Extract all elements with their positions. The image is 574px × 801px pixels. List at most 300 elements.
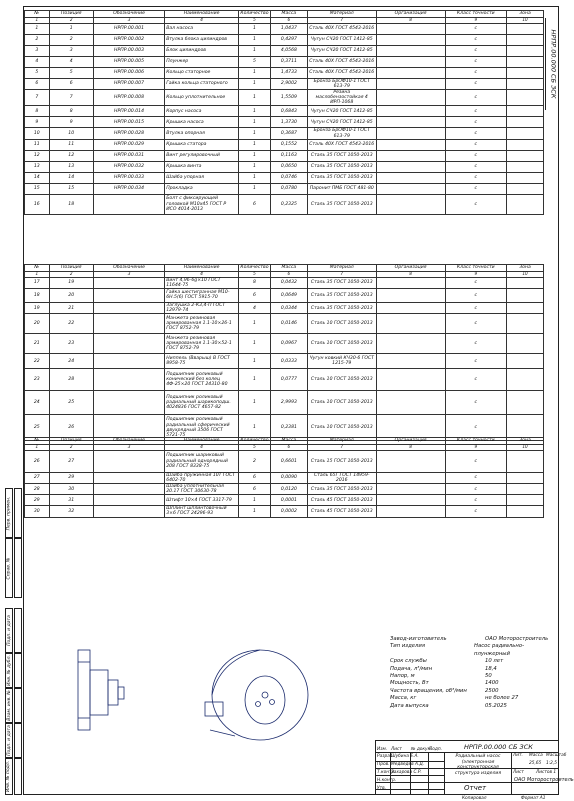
- cell-name: Болт с фиксирующей головкой М10х45 ГОСТ Р ИСО 4014-2013: [165, 194, 239, 214]
- cell-mat: Чугун СЧ20 ГОСТ 1412-85: [307, 106, 376, 117]
- cell-mass: 0,0967: [270, 334, 307, 354]
- table-row: [25, 117, 544, 128]
- header-row: [25, 265, 544, 272]
- column-number: 1: [25, 18, 50, 24]
- info-value: 18,4: [485, 665, 497, 672]
- cell-org: [376, 302, 445, 313]
- table-row: [25, 391, 544, 415]
- cell-cls: с: [445, 161, 506, 172]
- cell-cls: с: [445, 78, 506, 89]
- casing-arc: [212, 650, 260, 695]
- cell-des: [93, 302, 164, 313]
- info-value: 50: [485, 673, 492, 680]
- info-key: Масса, кг: [390, 695, 417, 702]
- cell-name: Корпус насоса: [165, 106, 239, 117]
- cell-mass: 2,9002: [270, 78, 307, 89]
- cell-n: 2: [25, 34, 50, 45]
- title-role: № докум.: [411, 747, 433, 752]
- cell-mass: 1,0437: [270, 23, 307, 34]
- cell-mass: 0,0001: [270, 495, 307, 506]
- info-key: Тип изделия: [390, 643, 426, 650]
- cell-zone: [507, 472, 544, 483]
- cell-org: [376, 495, 445, 506]
- column-number: 8: [376, 445, 445, 451]
- cell-mass: 1,4733: [270, 67, 307, 78]
- cell-name: Блок цилиндров: [165, 45, 239, 56]
- column-header: №: [25, 438, 50, 445]
- cell-pos: 21: [49, 302, 93, 313]
- cell-org: [376, 354, 445, 369]
- cell-zone: [507, 139, 544, 150]
- cell-pos: 24: [49, 354, 93, 369]
- cell-n: 21: [25, 334, 50, 354]
- cell-mat: Сталь 45 ГОСТ 1050-2013: [307, 495, 376, 506]
- cell-des: [93, 391, 164, 415]
- cell-mat: Чугун СЧ20 ГОСТ 1412-85: [307, 45, 376, 56]
- spec-table: [24, 264, 544, 441]
- cell-cls: с: [445, 56, 506, 67]
- left-strip-cell: [5, 488, 13, 538]
- cell-pos: 22: [49, 314, 93, 334]
- cell-mass: 4,0568: [270, 45, 307, 56]
- cell-mat: Сталь 35 ГОСТ 1050-2013: [307, 483, 376, 494]
- cell-cls: с: [445, 128, 506, 139]
- cell-pos: 31: [49, 495, 93, 506]
- cell-name: Манжета резиновая армированная 1.1-30×52-1 ГОСТ 8752-79: [165, 334, 239, 354]
- cell-mat: Сталь 65Г ГОСТ 14959-2016: [307, 472, 376, 483]
- title-code: НРПР.00.000 СБ ЗСК: [464, 743, 533, 751]
- cell-zone: [507, 183, 544, 194]
- title-role: Изм.: [377, 747, 388, 752]
- cell-org: [376, 472, 445, 483]
- table-row: [25, 483, 544, 494]
- table-row: [25, 34, 544, 45]
- cell-org: [376, 78, 445, 89]
- cell-n: 7: [25, 89, 50, 105]
- cell-zone: [507, 172, 544, 183]
- cell-name: Крышка винта: [165, 161, 239, 172]
- cell-org: [376, 89, 445, 105]
- cell-n: 13: [25, 161, 50, 172]
- title-role: Подп.: [429, 747, 443, 752]
- left-strip-cell: [5, 538, 13, 598]
- cell-des: НРПР.00.006: [93, 67, 164, 78]
- info-row: [390, 688, 550, 695]
- cell-pos: 15: [49, 183, 93, 194]
- cell-des: НРПР.00.031: [93, 150, 164, 161]
- cell-name: Прокладка: [165, 183, 239, 194]
- cell-n: 9: [25, 117, 50, 128]
- cell-des: НРПР.00.007: [93, 78, 164, 89]
- column-number: 9: [445, 445, 506, 451]
- cell-des: [93, 369, 164, 391]
- cell-org: [376, 34, 445, 45]
- cell-mat: Сталь 40Х ГОСТ 4543-2016: [307, 139, 376, 150]
- cell-mass: 0,2381: [270, 415, 307, 441]
- info-key: Напор, м: [390, 673, 415, 680]
- cell-n: 23: [25, 369, 50, 391]
- cell-n: 14: [25, 172, 50, 183]
- cell-zone: [507, 302, 544, 313]
- column-number: 4: [165, 272, 239, 278]
- cell-mat: Бронза БрОФ10-1 ГОСТ 613-79: [307, 78, 376, 89]
- cell-mass: 0,3711: [270, 56, 307, 67]
- table-row: [25, 56, 544, 67]
- cell-zone: [507, 89, 544, 105]
- cell-zone: [507, 391, 544, 415]
- title-doc: Отчет: [464, 784, 487, 792]
- cell-cls: с: [445, 483, 506, 494]
- column-header: Масса: [270, 11, 307, 18]
- column-header: Материал: [307, 265, 376, 272]
- cell-pos: 5: [49, 67, 93, 78]
- cell-mat: Резина маслобензостойкая 4 ИРП-1068: [307, 89, 376, 105]
- cell-name: Крышка статора: [165, 139, 239, 150]
- cell-mat: Сталь 10 ГОСТ 1050-2013: [307, 415, 376, 441]
- cell-cls: с: [445, 506, 506, 517]
- scale-label: Масштаб: [546, 753, 567, 758]
- cell-mass: 0,6843: [270, 106, 307, 117]
- cell-org: [376, 334, 445, 354]
- cell-pos: 8: [49, 106, 93, 117]
- left-strip-cell: [5, 688, 13, 723]
- cell-pos: 12: [49, 150, 93, 161]
- left-strip-value-cell: [14, 653, 22, 688]
- cell-mass: 0,0146: [270, 314, 307, 334]
- cell-mat: Сталь 35 ГОСТ 1050-2013: [307, 150, 376, 161]
- cell-cls: с: [445, 139, 506, 150]
- cell-cls: с: [445, 106, 506, 117]
- cell-name: Вал насоса: [165, 23, 239, 34]
- cell-name: Шплинт шплинтовочный 3×6 ГОСТ 24296-93: [165, 506, 239, 517]
- cell-des: [93, 495, 164, 506]
- cell-pos: 3: [49, 45, 93, 56]
- cell-mat: Сталь 35 ГОСТ 1050-2013: [307, 288, 376, 302]
- cell-cls: с: [445, 117, 506, 128]
- cell-cls: с: [445, 302, 506, 313]
- copied-label: Копировал: [462, 796, 487, 801]
- info-row: [390, 673, 550, 680]
- cell-zone: [507, 495, 544, 506]
- title-person: Шубина Е.А.: [391, 754, 419, 759]
- header-row: [25, 438, 544, 445]
- cell-zone: [507, 106, 544, 117]
- cell-mass: 0,0344: [270, 302, 307, 313]
- table-row: [25, 89, 544, 105]
- cell-qty: 1: [238, 89, 270, 105]
- cell-mass: 0,1163: [270, 150, 307, 161]
- cell-mat: Паронит ПМБ ГОСТ 481-80: [307, 183, 376, 194]
- cell-mass: 0,2325: [270, 194, 307, 214]
- title-block: [375, 740, 574, 801]
- info-key: Завод-изготовитель: [390, 636, 447, 642]
- cell-qty: 1: [238, 128, 270, 139]
- cell-pos: 7: [49, 89, 93, 105]
- scale-value: 1:2,5: [546, 761, 558, 766]
- cell-qty: 4: [238, 302, 270, 313]
- table-row: [25, 139, 544, 150]
- info-key: Дата выпуска: [390, 702, 429, 709]
- column-number: 8: [376, 272, 445, 278]
- left-strip-label: Перв. примен.: [6, 496, 12, 530]
- cell-n: 24: [25, 391, 50, 415]
- table-row: [25, 369, 544, 391]
- cell-mass: 0,0432: [270, 277, 307, 288]
- cell-qty: 6: [238, 472, 270, 483]
- cell-n: 22: [25, 354, 50, 369]
- table-row: [25, 506, 544, 517]
- cell-mass: 0,0090: [270, 472, 307, 483]
- table-row: [25, 472, 544, 483]
- left-strip-value-cell: [14, 723, 22, 758]
- title-role: Пров.: [377, 762, 390, 767]
- cell-qty: 1: [238, 78, 270, 89]
- cell-mass: 1,5509: [270, 89, 307, 105]
- title-role: Лист: [391, 747, 402, 752]
- cell-cls: с: [445, 288, 506, 302]
- left-strip-cell: [5, 723, 13, 758]
- column-number: 6: [270, 272, 307, 278]
- cell-mat: Сталь 10 ГОСТ 1050-2013: [307, 334, 376, 354]
- cell-zone: [507, 194, 544, 214]
- side-code-text: НРПР.00.000 СБ ЗСК: [549, 29, 558, 99]
- cell-des: НРПР.00.033: [93, 172, 164, 183]
- cell-qty: 1: [238, 172, 270, 183]
- column-number: 2: [49, 445, 93, 451]
- info-row: [390, 695, 550, 702]
- column-number: 2: [49, 18, 93, 24]
- info-value: 10 лет: [485, 658, 504, 665]
- cell-des: [93, 483, 164, 494]
- cell-pos: 13: [49, 161, 93, 172]
- cell-mat: Чугун СЧ20 ГОСТ 1412-85: [307, 34, 376, 45]
- left-strip-value-cell: [14, 688, 22, 723]
- cell-qty: 1: [238, 161, 270, 172]
- cell-zone: [507, 314, 544, 334]
- info-value: Насос радиально-плунжерный: [473, 643, 525, 657]
- cell-n: 15: [25, 183, 50, 194]
- cell-name: Крышка насоса: [165, 117, 239, 128]
- column-number: 6: [270, 445, 307, 451]
- cell-pos: 1: [49, 23, 93, 34]
- cell-des: НРПР.00.034: [93, 183, 164, 194]
- table-row: [25, 277, 544, 288]
- cell-pos: 19: [49, 277, 93, 288]
- cell-name: Шайба пружинная 10Т ГОСТ 6402-70: [165, 472, 239, 483]
- cell-mass: 0,3687: [270, 128, 307, 139]
- cell-mat: Сталь 10 ГОСТ 1050-2013: [307, 314, 376, 334]
- cell-name: Гайка кольца статорного: [165, 78, 239, 89]
- cell-zone: [507, 369, 544, 391]
- column-header: Зона: [507, 11, 544, 18]
- column-number: 8: [376, 18, 445, 24]
- cell-pos: 9: [49, 117, 93, 128]
- cell-des: [93, 450, 164, 472]
- info-value: 05.2025: [485, 702, 507, 709]
- cell-zone: [507, 450, 544, 472]
- left-strip-value-cell: [14, 758, 22, 795]
- mass-label: Масса: [529, 753, 543, 758]
- column-number: 3: [93, 445, 164, 451]
- column-number: 4: [165, 445, 239, 451]
- cell-mat: Сталь 35 ГОСТ 1050-2013: [307, 172, 376, 183]
- cell-qty: 1: [238, 34, 270, 45]
- cell-pos: 20: [49, 288, 93, 302]
- cell-n: 27: [25, 472, 50, 483]
- left-strip-label: Справ. №: [6, 557, 12, 579]
- table-row: [25, 334, 544, 354]
- cell-org: [376, 45, 445, 56]
- cell-n: 20: [25, 314, 50, 334]
- cell-qty: 1: [238, 117, 270, 128]
- info-key: Мощность, Вт: [390, 680, 429, 687]
- info-row: [390, 636, 550, 643]
- cell-zone: [507, 34, 544, 45]
- cell-des: [93, 277, 164, 288]
- cell-org: [376, 161, 445, 172]
- cell-qty: 2: [238, 450, 270, 472]
- table-row: [25, 302, 544, 313]
- cell-cls: с: [445, 415, 506, 441]
- cell-n: 25: [25, 415, 50, 441]
- shaft-flange-left: [90, 670, 108, 715]
- cell-n: 5: [25, 67, 50, 78]
- cell-mat: Бронза БрОФ10-1 ГОСТ 613-79: [307, 128, 376, 139]
- cell-mass: 0,0002: [270, 506, 307, 517]
- cell-mass: 0,0333: [270, 354, 307, 369]
- cell-cls: с: [445, 334, 506, 354]
- column-number: 9: [445, 18, 506, 24]
- cell-pos: 32: [49, 506, 93, 517]
- cell-pos: 26: [49, 415, 93, 441]
- cell-org: [376, 23, 445, 34]
- cell-cls: с: [445, 150, 506, 161]
- cell-qty: 1: [238, 45, 270, 56]
- title-person: Медведев А.Д.: [391, 762, 425, 767]
- cell-cls: с: [445, 23, 506, 34]
- info-key: Срок службы: [390, 658, 427, 665]
- column-header: Класс точности: [445, 11, 506, 18]
- cell-qty: 1: [238, 391, 270, 415]
- column-number: 5: [238, 18, 270, 24]
- cell-pos: 18: [49, 194, 93, 214]
- left-strip-label: Подп. и дата: [6, 725, 12, 756]
- column-number: 1: [25, 445, 50, 451]
- column-header: Класс точности: [445, 438, 506, 445]
- cell-pos: 14: [49, 172, 93, 183]
- column-header: Организация: [376, 438, 445, 445]
- column-header: Наименование: [165, 438, 239, 445]
- cell-zone: [507, 23, 544, 34]
- cell-qty: 1: [238, 67, 270, 78]
- cell-name: Подшипник роликовый конический без колец 4Ф-25×20 ГОСТ 24310-80: [165, 369, 239, 391]
- cell-zone: [507, 354, 544, 369]
- cell-zone: [507, 506, 544, 517]
- cell-name: Манжета резиновая армированная 1.1-10×26-1 ГОСТ 8752-79: [165, 314, 239, 334]
- cell-n: 6: [25, 78, 50, 89]
- cell-n: 11: [25, 139, 50, 150]
- cell-qty: 8: [238, 277, 270, 288]
- cell-org: [376, 194, 445, 214]
- table-row: [25, 106, 544, 117]
- info-key: Подача, л³/мин: [390, 665, 433, 672]
- org-name: ОАО Моторостроитель: [514, 777, 574, 783]
- format-label: Формат А1: [521, 796, 546, 801]
- cell-mat: Сталь 10 ГОСТ 1050-2013: [307, 369, 376, 391]
- column-number: 7: [307, 445, 376, 451]
- cell-org: [376, 56, 445, 67]
- sheet-label: Лист: [513, 770, 524, 775]
- cell-mass: 2,9993: [270, 391, 307, 415]
- info-value: ОАО Моторостроитель: [485, 636, 549, 642]
- cell-qty: 1: [238, 506, 270, 517]
- column-header: Организация: [376, 11, 445, 18]
- column-number: 2: [49, 272, 93, 278]
- info-key: Частота вращения, об³/мин: [390, 687, 467, 694]
- cell-pos: 10: [49, 128, 93, 139]
- cell-cls: с: [445, 495, 506, 506]
- column-header: Позиция: [49, 265, 93, 272]
- column-number: 5: [238, 272, 270, 278]
- cell-des: НРПР.00.001: [93, 23, 164, 34]
- cell-mat: Сталь 40Х ГОСТ 4543-2016: [307, 67, 376, 78]
- cell-qty: 1: [238, 139, 270, 150]
- cell-des: НРПР.00.002: [93, 34, 164, 45]
- side-document-code: [545, 18, 560, 110]
- title-role: Утв.: [377, 786, 387, 791]
- cell-qty: 6: [238, 288, 270, 302]
- cell-name: Шайба уплотнительная 20.17 ГОСТ 30630-78: [165, 483, 239, 494]
- table-row: [25, 288, 544, 302]
- cell-qty: 1: [238, 183, 270, 194]
- title-person: Захарова С.Р.: [391, 770, 422, 775]
- cell-pos: 4: [49, 56, 93, 67]
- cell-zone: [507, 78, 544, 89]
- column-number: 6: [270, 18, 307, 24]
- cell-org: [376, 67, 445, 78]
- cell-zone: [507, 56, 544, 67]
- left-binding-strip: [5, 488, 23, 795]
- pump-cover: [245, 676, 285, 724]
- column-header: Наименование: [165, 265, 239, 272]
- table-row: [25, 161, 544, 172]
- cell-name: Заглушка 2-К3,4-П ГОСТ 12979-74: [165, 302, 239, 313]
- cell-cls: с: [445, 277, 506, 288]
- cell-n: 4: [25, 56, 50, 67]
- column-header: Материал: [307, 11, 376, 18]
- column-header: Обозначение: [93, 11, 164, 18]
- cell-cls: с: [445, 67, 506, 78]
- column-header: Класс точности: [445, 265, 506, 272]
- info-row: [390, 658, 550, 665]
- cell-org: [376, 450, 445, 472]
- cell-org: [376, 139, 445, 150]
- spec-table: [24, 437, 544, 518]
- column-header: Позиция: [49, 438, 93, 445]
- cell-name: Плунжер: [165, 56, 239, 67]
- column-header: Наименование: [165, 11, 239, 18]
- cell-mat: Сталь 40Х ГОСТ 4543-2016: [307, 23, 376, 34]
- info-value: не более 27: [485, 695, 519, 702]
- cell-mat: Сталь 35 ГОСТ 1050-2013: [307, 302, 376, 313]
- cell-des: НРПР.00.029: [93, 139, 164, 150]
- cell-qty: 1: [238, 314, 270, 334]
- cell-mat: Сталь 35 ГОСТ 1050-2013: [307, 277, 376, 288]
- cell-org: [376, 369, 445, 391]
- cell-zone: [507, 277, 544, 288]
- cell-qty: 1: [238, 150, 270, 161]
- cell-cls: с: [445, 450, 506, 472]
